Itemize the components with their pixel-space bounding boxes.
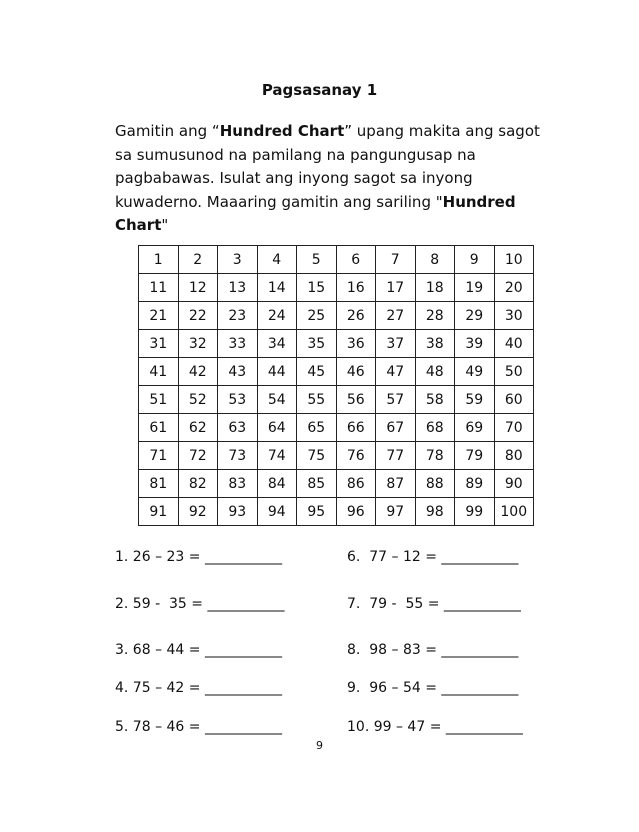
chart-cell: 76 <box>336 442 376 470</box>
chart-row <box>139 442 534 470</box>
problem-4: 4. 75 – 42 = ___________ <box>115 680 282 696</box>
chart-cell: 40 <box>494 330 534 358</box>
chart-cell: 13 <box>218 274 258 302</box>
chart-cell: 9 <box>455 246 495 274</box>
instructions-bold-2: Hundred Chart <box>115 192 516 234</box>
chart-cell: 59 <box>455 386 495 414</box>
chart-row <box>139 274 534 302</box>
hundred-chart <box>138 245 534 526</box>
chart-cell: 49 <box>455 358 495 386</box>
chart-cell: 77 <box>376 442 416 470</box>
hundred-chart-body <box>139 246 534 526</box>
problem-8: 8. 98 – 83 = ___________ <box>347 642 519 658</box>
chart-row <box>139 330 534 358</box>
problem-2: 2. 59 - 35 = ___________ <box>115 596 285 612</box>
chart-cell: 67 <box>376 414 416 442</box>
chart-cell: 29 <box>455 302 495 330</box>
chart-cell: 93 <box>218 498 258 526</box>
chart-cell: 37 <box>376 330 416 358</box>
chart-cell: 21 <box>139 302 179 330</box>
chart-row <box>139 302 534 330</box>
problem-1: 1. 26 – 23 = ___________ <box>115 549 282 565</box>
chart-cell: 51 <box>139 386 179 414</box>
chart-cell: 45 <box>297 358 337 386</box>
chart-row <box>139 498 534 526</box>
chart-cell: 35 <box>297 330 337 358</box>
chart-cell: 30 <box>494 302 534 330</box>
chart-cell: 80 <box>494 442 534 470</box>
chart-cell: 64 <box>257 414 297 442</box>
problem-6: 6. 77 – 12 = ___________ <box>347 549 519 565</box>
problem-7: 7. 79 - 55 = ___________ <box>347 596 521 612</box>
chart-cell: 38 <box>415 330 455 358</box>
chart-cell: 75 <box>297 442 337 470</box>
chart-cell: 19 <box>455 274 495 302</box>
chart-cell: 16 <box>336 274 376 302</box>
chart-cell: 53 <box>218 386 258 414</box>
chart-cell: 20 <box>494 274 534 302</box>
chart-cell: 17 <box>376 274 416 302</box>
chart-cell: 88 <box>415 470 455 498</box>
chart-cell: 8 <box>415 246 455 274</box>
chart-cell: 78 <box>415 442 455 470</box>
chart-cell: 5 <box>297 246 337 274</box>
chart-cell: 28 <box>415 302 455 330</box>
chart-cell: 6 <box>336 246 376 274</box>
chart-cell: 79 <box>455 442 495 470</box>
chart-cell: 89 <box>455 470 495 498</box>
chart-cell: 100 <box>494 498 534 526</box>
chart-cell: 90 <box>494 470 534 498</box>
chart-cell: 83 <box>218 470 258 498</box>
chart-cell: 92 <box>178 498 218 526</box>
chart-cell: 72 <box>178 442 218 470</box>
problem-3: 3. 68 – 44 = ___________ <box>115 642 282 658</box>
chart-cell: 22 <box>178 302 218 330</box>
chart-cell: 81 <box>139 470 179 498</box>
chart-cell: 58 <box>415 386 455 414</box>
chart-cell: 44 <box>257 358 297 386</box>
instructions-paragraph <box>115 120 560 238</box>
chart-cell: 31 <box>139 330 179 358</box>
chart-cell: 36 <box>336 330 376 358</box>
chart-cell: 86 <box>336 470 376 498</box>
chart-cell: 3 <box>218 246 258 274</box>
chart-cell: 23 <box>218 302 258 330</box>
instructions-text-2: ” upang makita ang sagot sa sumusunod na pamilang na pangungusap na pagbabawas. Isulat ang inyong sagot sa inyong kuwaderno. Maaaring gamitin ang sariling " <box>115 122 540 211</box>
chart-cell: 33 <box>218 330 258 358</box>
chart-cell: 15 <box>297 274 337 302</box>
chart-cell: 97 <box>376 498 416 526</box>
chart-cell: 98 <box>415 498 455 526</box>
chart-cell: 87 <box>376 470 416 498</box>
chart-cell: 63 <box>218 414 258 442</box>
chart-cell: 57 <box>376 386 416 414</box>
chart-row <box>139 386 534 414</box>
chart-cell: 42 <box>178 358 218 386</box>
instructions-text-3: " <box>161 216 169 234</box>
chart-cell: 84 <box>257 470 297 498</box>
chart-cell: 94 <box>257 498 297 526</box>
chart-cell: 55 <box>297 386 337 414</box>
instructions-bold-1: Hundred Chart <box>219 122 345 140</box>
chart-row <box>139 246 534 274</box>
chart-cell: 48 <box>415 358 455 386</box>
chart-cell: 11 <box>139 274 179 302</box>
chart-cell: 95 <box>297 498 337 526</box>
chart-cell: 85 <box>297 470 337 498</box>
chart-cell: 70 <box>494 414 534 442</box>
chart-cell: 73 <box>218 442 258 470</box>
chart-cell: 69 <box>455 414 495 442</box>
chart-cell: 25 <box>297 302 337 330</box>
chart-cell: 74 <box>257 442 297 470</box>
chart-cell: 27 <box>376 302 416 330</box>
chart-cell: 14 <box>257 274 297 302</box>
chart-cell: 62 <box>178 414 218 442</box>
chart-cell: 99 <box>455 498 495 526</box>
chart-cell: 56 <box>336 386 376 414</box>
chart-cell: 32 <box>178 330 218 358</box>
chart-cell: 91 <box>139 498 179 526</box>
chart-row <box>139 414 534 442</box>
chart-cell: 47 <box>376 358 416 386</box>
chart-cell: 68 <box>415 414 455 442</box>
problem-5: 5. 78 – 46 = ___________ <box>115 719 282 735</box>
chart-cell: 41 <box>139 358 179 386</box>
chart-cell: 65 <box>297 414 337 442</box>
chart-cell: 18 <box>415 274 455 302</box>
chart-row <box>139 470 534 498</box>
chart-cell: 2 <box>178 246 218 274</box>
chart-cell: 10 <box>494 246 534 274</box>
chart-cell: 39 <box>455 330 495 358</box>
chart-cell: 54 <box>257 386 297 414</box>
chart-cell: 61 <box>139 414 179 442</box>
page-number: 9 <box>316 739 323 752</box>
chart-cell: 82 <box>178 470 218 498</box>
chart-cell: 71 <box>139 442 179 470</box>
problem-9: 9. 96 – 54 = ___________ <box>347 680 519 696</box>
chart-cell: 26 <box>336 302 376 330</box>
chart-cell: 34 <box>257 330 297 358</box>
chart-cell: 12 <box>178 274 218 302</box>
instructions-text-1: Gamitin ang “ <box>115 122 220 140</box>
chart-cell: 7 <box>376 246 416 274</box>
chart-cell: 1 <box>139 246 179 274</box>
chart-cell: 24 <box>257 302 297 330</box>
chart-cell: 96 <box>336 498 376 526</box>
chart-cell: 52 <box>178 386 218 414</box>
chart-cell: 4 <box>257 246 297 274</box>
chart-row <box>139 358 534 386</box>
chart-cell: 66 <box>336 414 376 442</box>
chart-cell: 43 <box>218 358 258 386</box>
chart-cell: 50 <box>494 358 534 386</box>
page-title: Pagsasanay 1 <box>261 81 378 99</box>
chart-cell: 46 <box>336 358 376 386</box>
problem-10: 10. 99 – 47 = ___________ <box>347 719 523 735</box>
chart-cell: 60 <box>494 386 534 414</box>
